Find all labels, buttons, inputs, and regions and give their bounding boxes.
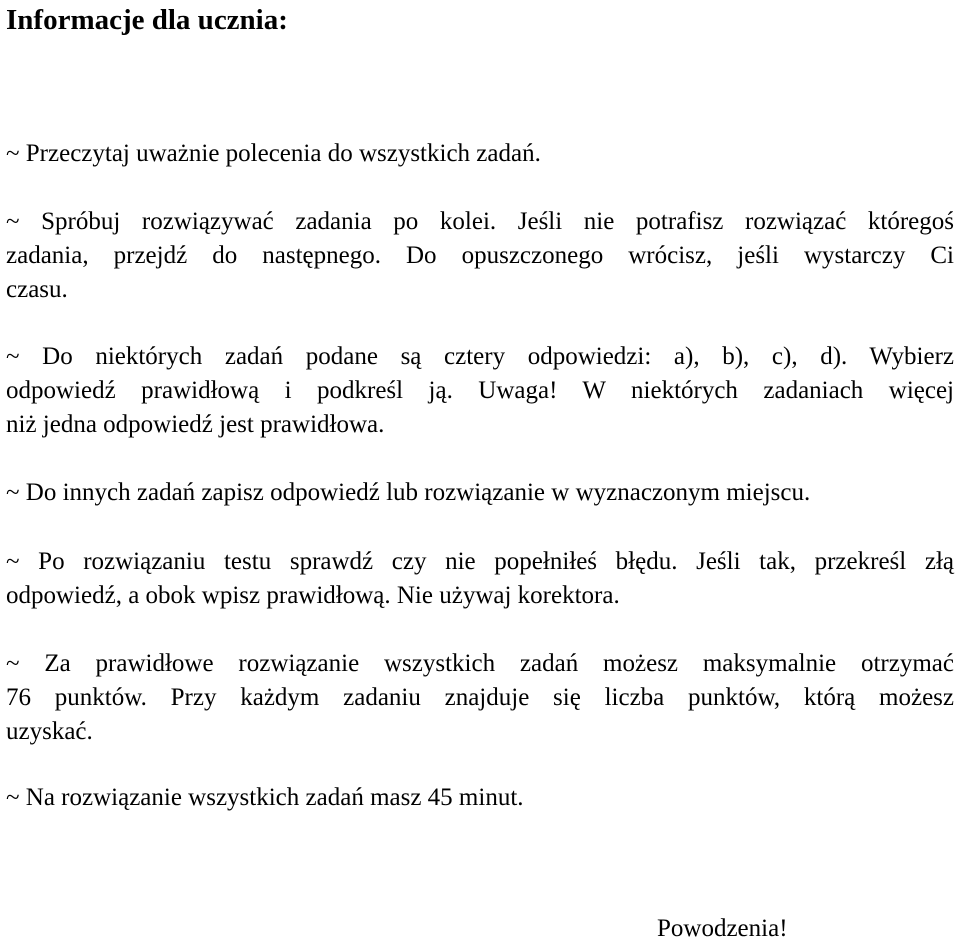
closing-wish: Powodzenia! — [657, 915, 788, 942]
instruction-check-answers — [6, 545, 954, 613]
instruction-solve-in-order — [6, 205, 954, 307]
instruction-line: ~ Przeczytaj uważnie polecenia do wszystkich zadań. — [6, 140, 541, 167]
instruction-multiple-choice — [6, 340, 954, 442]
instruction-read-carefully — [6, 137, 954, 171]
instruction-line: ~ Za prawidłowe rozwiązanie wszystkich zadań możesz maksymalnie otrzymać — [6, 650, 954, 677]
instruction-line: ~ Do innych zadań zapisz odpowiedź lub rozwiązanie w wyznaczonym miejscu. — [6, 479, 811, 506]
instruction-line: ~ Na rozwiązanie wszystkich zadań masz 45 minut. — [6, 784, 524, 811]
instruction-points — [6, 647, 954, 749]
instruction-line: ~ Do niektórych zadań podane są cztery odpowiedzi: a), b), c), d). Wybierz — [6, 343, 954, 370]
instruction-line: ~ Po rozwiązaniu testu sprawdź czy nie popełniłeś błędu. Jeśli tak, przekreśl złą — [6, 548, 954, 575]
instruction-line: 76 punktów. Przy każdym zadaniu znajduje się liczba punktów, którą możesz — [6, 684, 954, 711]
instruction-line: uzyskać. — [6, 718, 93, 745]
instruction-line: odpowiedź prawidłową i podkreśl ją. Uwaga! W niektórych zadaniach więcej — [6, 377, 954, 404]
instruction-line: niż jedna odpowiedź jest prawidłowa. — [6, 411, 385, 438]
document-heading: Informacje dla ucznia: — [6, 4, 288, 36]
instruction-time-limit — [6, 781, 954, 815]
instruction-line: odpowiedź, a obok wpisz prawidłową. Nie używaj korektora. — [6, 582, 620, 609]
instruction-open-answers — [6, 476, 954, 510]
instruction-line: czasu. — [6, 276, 68, 303]
instruction-line: ~ Spróbuj rozwiązywać zadania po kolei. Jeśli nie potrafisz rozwiązać któregoś — [6, 208, 954, 235]
instruction-line: zadania, przejdź do następnego. Do opuszczonego wrócisz, jeśli wystarczy Ci — [6, 242, 954, 269]
